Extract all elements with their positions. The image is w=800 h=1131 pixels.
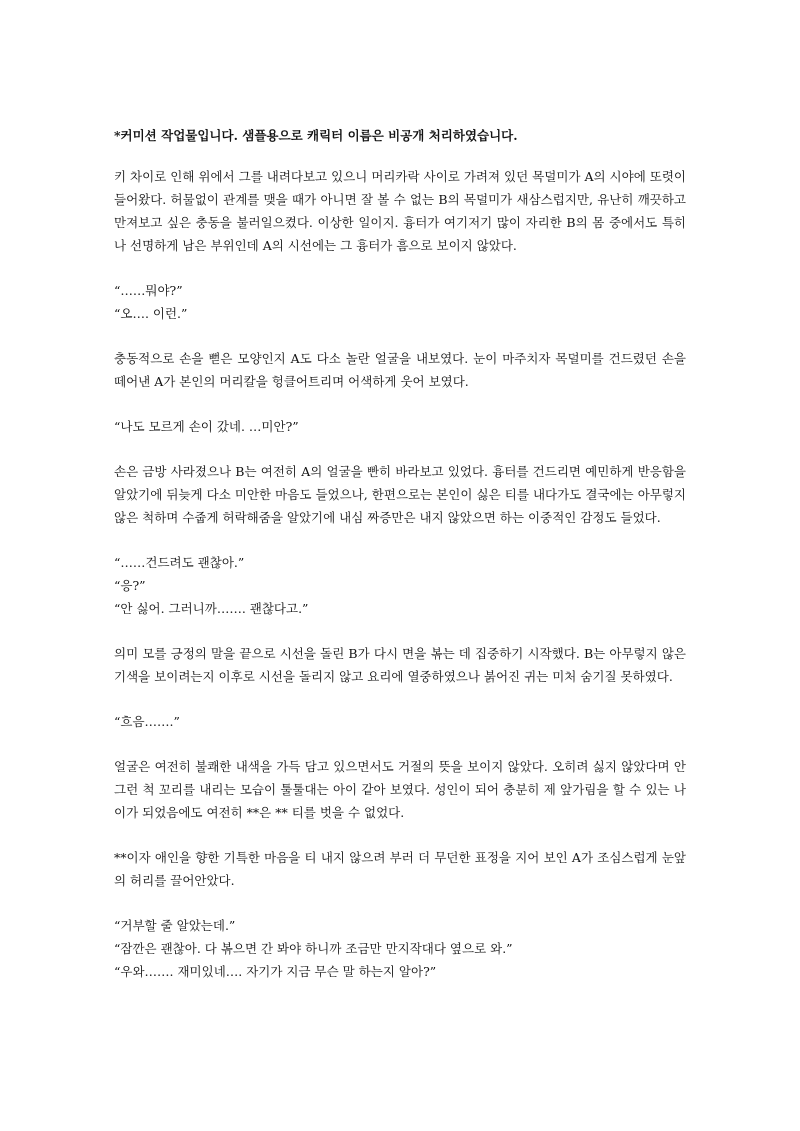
dialogue-block <box>114 279 686 325</box>
dialogue-line: “흐음…….” <box>114 714 180 729</box>
commission-notice: *커미션 작업물입니다. 샘플용으로 캐릭터 이름은 비공개 처리하였습니다. <box>114 128 518 143</box>
dialogue-block <box>114 551 686 620</box>
narrative-paragraph: **이자 애인을 향한 기특한 마음을 티 내지 않으려 부러 더 무던한 표정을 지어 보인 A가 조심스럽게 눈앞의 허리를 끌어안았다. <box>114 850 686 888</box>
narrative-paragraph: 키 차이로 인해 위에서 그를 내려다보고 있으니 머리카락 사이로 가려져 있던 목덜미가 A의 시야에 또렷이 들어왔다. 허물없이 관계를 맺을 때가 아니면 잘 볼 수 없는 B의 목덜미가 새삼스럽지만, 유난히 깨끗하고 만져보고 싶은 충동을 불러일으켰다. 이상한 일이지. 흉터가 여기저기 많이 자리한 B의 몸 중에서도 특히나 선명하게 남은 부위인데 A의 시선에는 그 흉터가 흠으로 보이지 않았다. <box>114 169 686 253</box>
document-page <box>114 124 686 1005</box>
dialogue-line: “……뭐야?” <box>114 283 183 298</box>
narrative-paragraph: 얼굴은 여전히 불쾌한 내색을 가득 담고 있으면서도 거절의 뜻을 보이지 않았다. 오히려 싫지 않았다며 안 그런 척 꼬리를 내리는 모습이 툴툴대는 아이 같아 보였다. 성인이 되어 충분히 제 앞가림을 할 수 있는 나이가 되었음에도 여전히 **은 ** 티를 벗을 수 없었다. <box>114 759 686 820</box>
narrative-paragraph: 충동적으로 손을 뻗은 모양인지 A도 다소 놀란 얼굴을 내보였다. 눈이 마주치자 목덜미를 건드렸던 손을 떼어낸 A가 본인의 머리칼을 헝클어트리며 어색하게 웃어 보였다. <box>114 351 686 389</box>
narrative-paragraph: 의미 모를 긍정의 말을 끝으로 시선을 돌린 B가 다시 면을 볶는 데 집중하기 시작했다. B는 아무렇지 않은 기색을 보이려는지 이후로 시선을 돌리지 않고 요리에 열중하였으나 붉어진 귀는 미처 숨기질 못하였다. <box>114 646 686 684</box>
dialogue-block <box>114 415 686 438</box>
dialogue-line: “잠깐은 괜찮아. 다 볶으면 간 봐야 하니까 조금만 만지작대다 옆으로 와.” <box>114 941 513 956</box>
dialogue-line: “안 싫어. 그러니까……. 괜찮다고.” <box>114 601 309 616</box>
narrative-paragraph: 손은 금방 사라졌으나 B는 여전히 A의 얼굴을 빤히 바라보고 있었다. 흉터를 건드리면 예민하게 반응함을 알았기에 뒤늦게 다소 미안한 마음도 들었으나, 한편으로는 본인이 싫은 티를 내다가도 결국에는 아무렇지 않은 척하며 수줍게 허락해줌을 알았기에 내심 짜증만은 내지 않았으면 하는 이중적인 감정도 들었다. <box>114 464 686 525</box>
dialogue-line: “나도 모르게 손이 갔네. …미안?” <box>114 419 299 434</box>
dialogue-block <box>114 710 686 733</box>
dialogue-line: “응?” <box>114 578 146 593</box>
dialogue-line: “거부할 줄 알았는데.” <box>114 918 236 933</box>
dialogue-line: “우와……. 재미있네…. 자기가 지금 무슨 말 하는지 알아?” <box>114 964 437 979</box>
dialogue-block <box>114 914 686 983</box>
dialogue-line: “오…. 이런.” <box>114 306 188 321</box>
dialogue-line: “……건드려도 괜찮아.” <box>114 555 245 570</box>
